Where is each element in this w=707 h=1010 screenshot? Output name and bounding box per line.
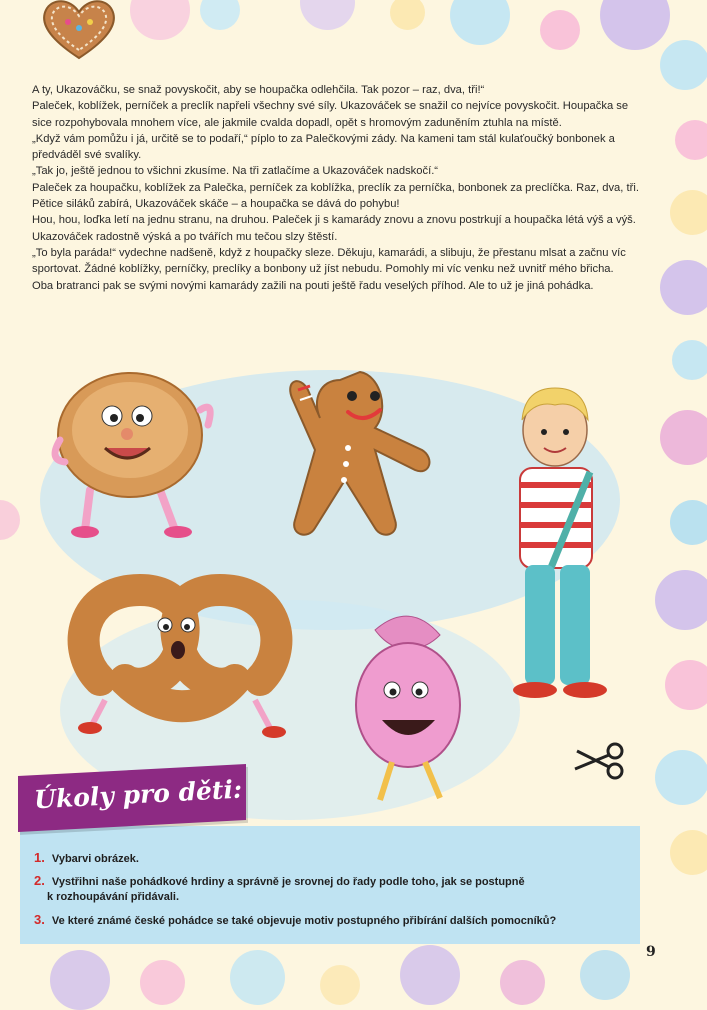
- task-item-3: [34, 912, 634, 929]
- story-paragraph: Oba bratranci pak se svými novými kamarády zažili na pouti ještě řadu veselých příhod. Ale to už je jiná pohádka.: [32, 279, 594, 292]
- bubble: [660, 260, 707, 315]
- task-number: 2.: [34, 873, 45, 888]
- story-text: [32, 82, 644, 294]
- bubble: [320, 965, 360, 1005]
- story-paragraph: A ty, Ukazováčku, se snaž povyskočit, aby se houpačka odlehčila. Tak pozor – raz, dva, tři!“: [32, 84, 485, 96]
- story-paragraph: „Když vám pomůžu i já, určitě se to podaří,“ píplo to za Palečkovými zády. Na kameni tam stál kulaťoučký bonbonek a předváděl své svalíky.: [32, 132, 615, 162]
- page-number: 9: [646, 944, 656, 960]
- boy-character: [513, 388, 607, 698]
- task-text: Ve které známé české pohádce se také objevuje motiv postupného přibírání dalších pomocníků?: [51, 915, 557, 927]
- bubble: [670, 190, 707, 235]
- tasks-title: Úkoly pro děti:: [33, 774, 243, 815]
- bubble: [580, 950, 630, 1000]
- bubble: [300, 0, 355, 30]
- bubble: [500, 960, 545, 1005]
- bubble: [670, 500, 707, 545]
- bubble: [665, 660, 707, 710]
- bubble: [130, 0, 190, 40]
- task-item-1: [34, 850, 634, 867]
- bubble: [600, 0, 670, 50]
- bubble: [50, 950, 110, 1010]
- bubble: [0, 500, 20, 540]
- bubble: [200, 0, 240, 30]
- characters-illustration: [30, 350, 670, 820]
- bubble: [390, 0, 425, 30]
- bubble: [230, 950, 285, 1005]
- story-paragraph: „To byla paráda!“ vydechne nadšeně, když z houpačky sleze. Děkuju, kamarádi, a slibuju, že přestanu mlsat a začnu víc sportovat. Žádné koblížky, perníčky, preclíky a bonbony už jíst nebudu. Pomohly mi víc venku než uvnitř mého břicha.: [32, 246, 626, 276]
- task-text-continued: k rozhoupávání přidávali.: [47, 891, 180, 903]
- bubble: [670, 830, 707, 875]
- scissors-icon: [575, 744, 622, 778]
- bubble: [675, 120, 707, 160]
- story-paragraph: „Tak jo, ještě jednou to všichni zkusíme. Na tři zatlačíme a Ukazováček nadskočí.“: [32, 165, 439, 178]
- bubble: [540, 10, 580, 50]
- story-paragraph: Paleček za houpačku, koblížek za Palečka, perníček za koblížka, preclík za perníčka, bonbonek za preclíčka. Raz, dva, tři. Pětice siláků zabírá, Ukazováček skáče – a houpačka se dává do pohybu!: [32, 181, 639, 211]
- task-text: Vystřihni naše pohádkové hrdiny a správně je srovnej do řady podle toho, jak se postupně: [51, 876, 525, 888]
- bubble: [450, 0, 510, 45]
- bubble: [672, 340, 707, 380]
- task-number: 3.: [34, 912, 45, 927]
- bubble: [140, 960, 185, 1005]
- story-paragraph: Ukazováček radostně výská a po tvářích mu tečou slzy štěstí.: [32, 230, 338, 243]
- bubble: [400, 945, 460, 1005]
- task-text: Vybarvi obrázek.: [51, 853, 139, 865]
- task-number: 1.: [34, 850, 45, 865]
- story-paragraph: Hou, hou, loďka letí na jednu stranu, na druhou. Paleček ji s kamarády znovu a znovu postrkují a houpačka létá výš a výš.: [32, 214, 636, 227]
- story-paragraph: Paleček, koblížek, perníček a preclík napřeli všechny své síly. Ukazováček se snažil co nejvíce povyskočit. Houpačka se sice rozpohybovala mnohem více, ale jakmile cvalda dopadl, opět s hromovým zaduněním ztuhla na místě.: [32, 100, 629, 129]
- task-item-2: [34, 873, 634, 905]
- bubble: [660, 40, 707, 90]
- gingerbread-heart-icon: [38, 0, 120, 62]
